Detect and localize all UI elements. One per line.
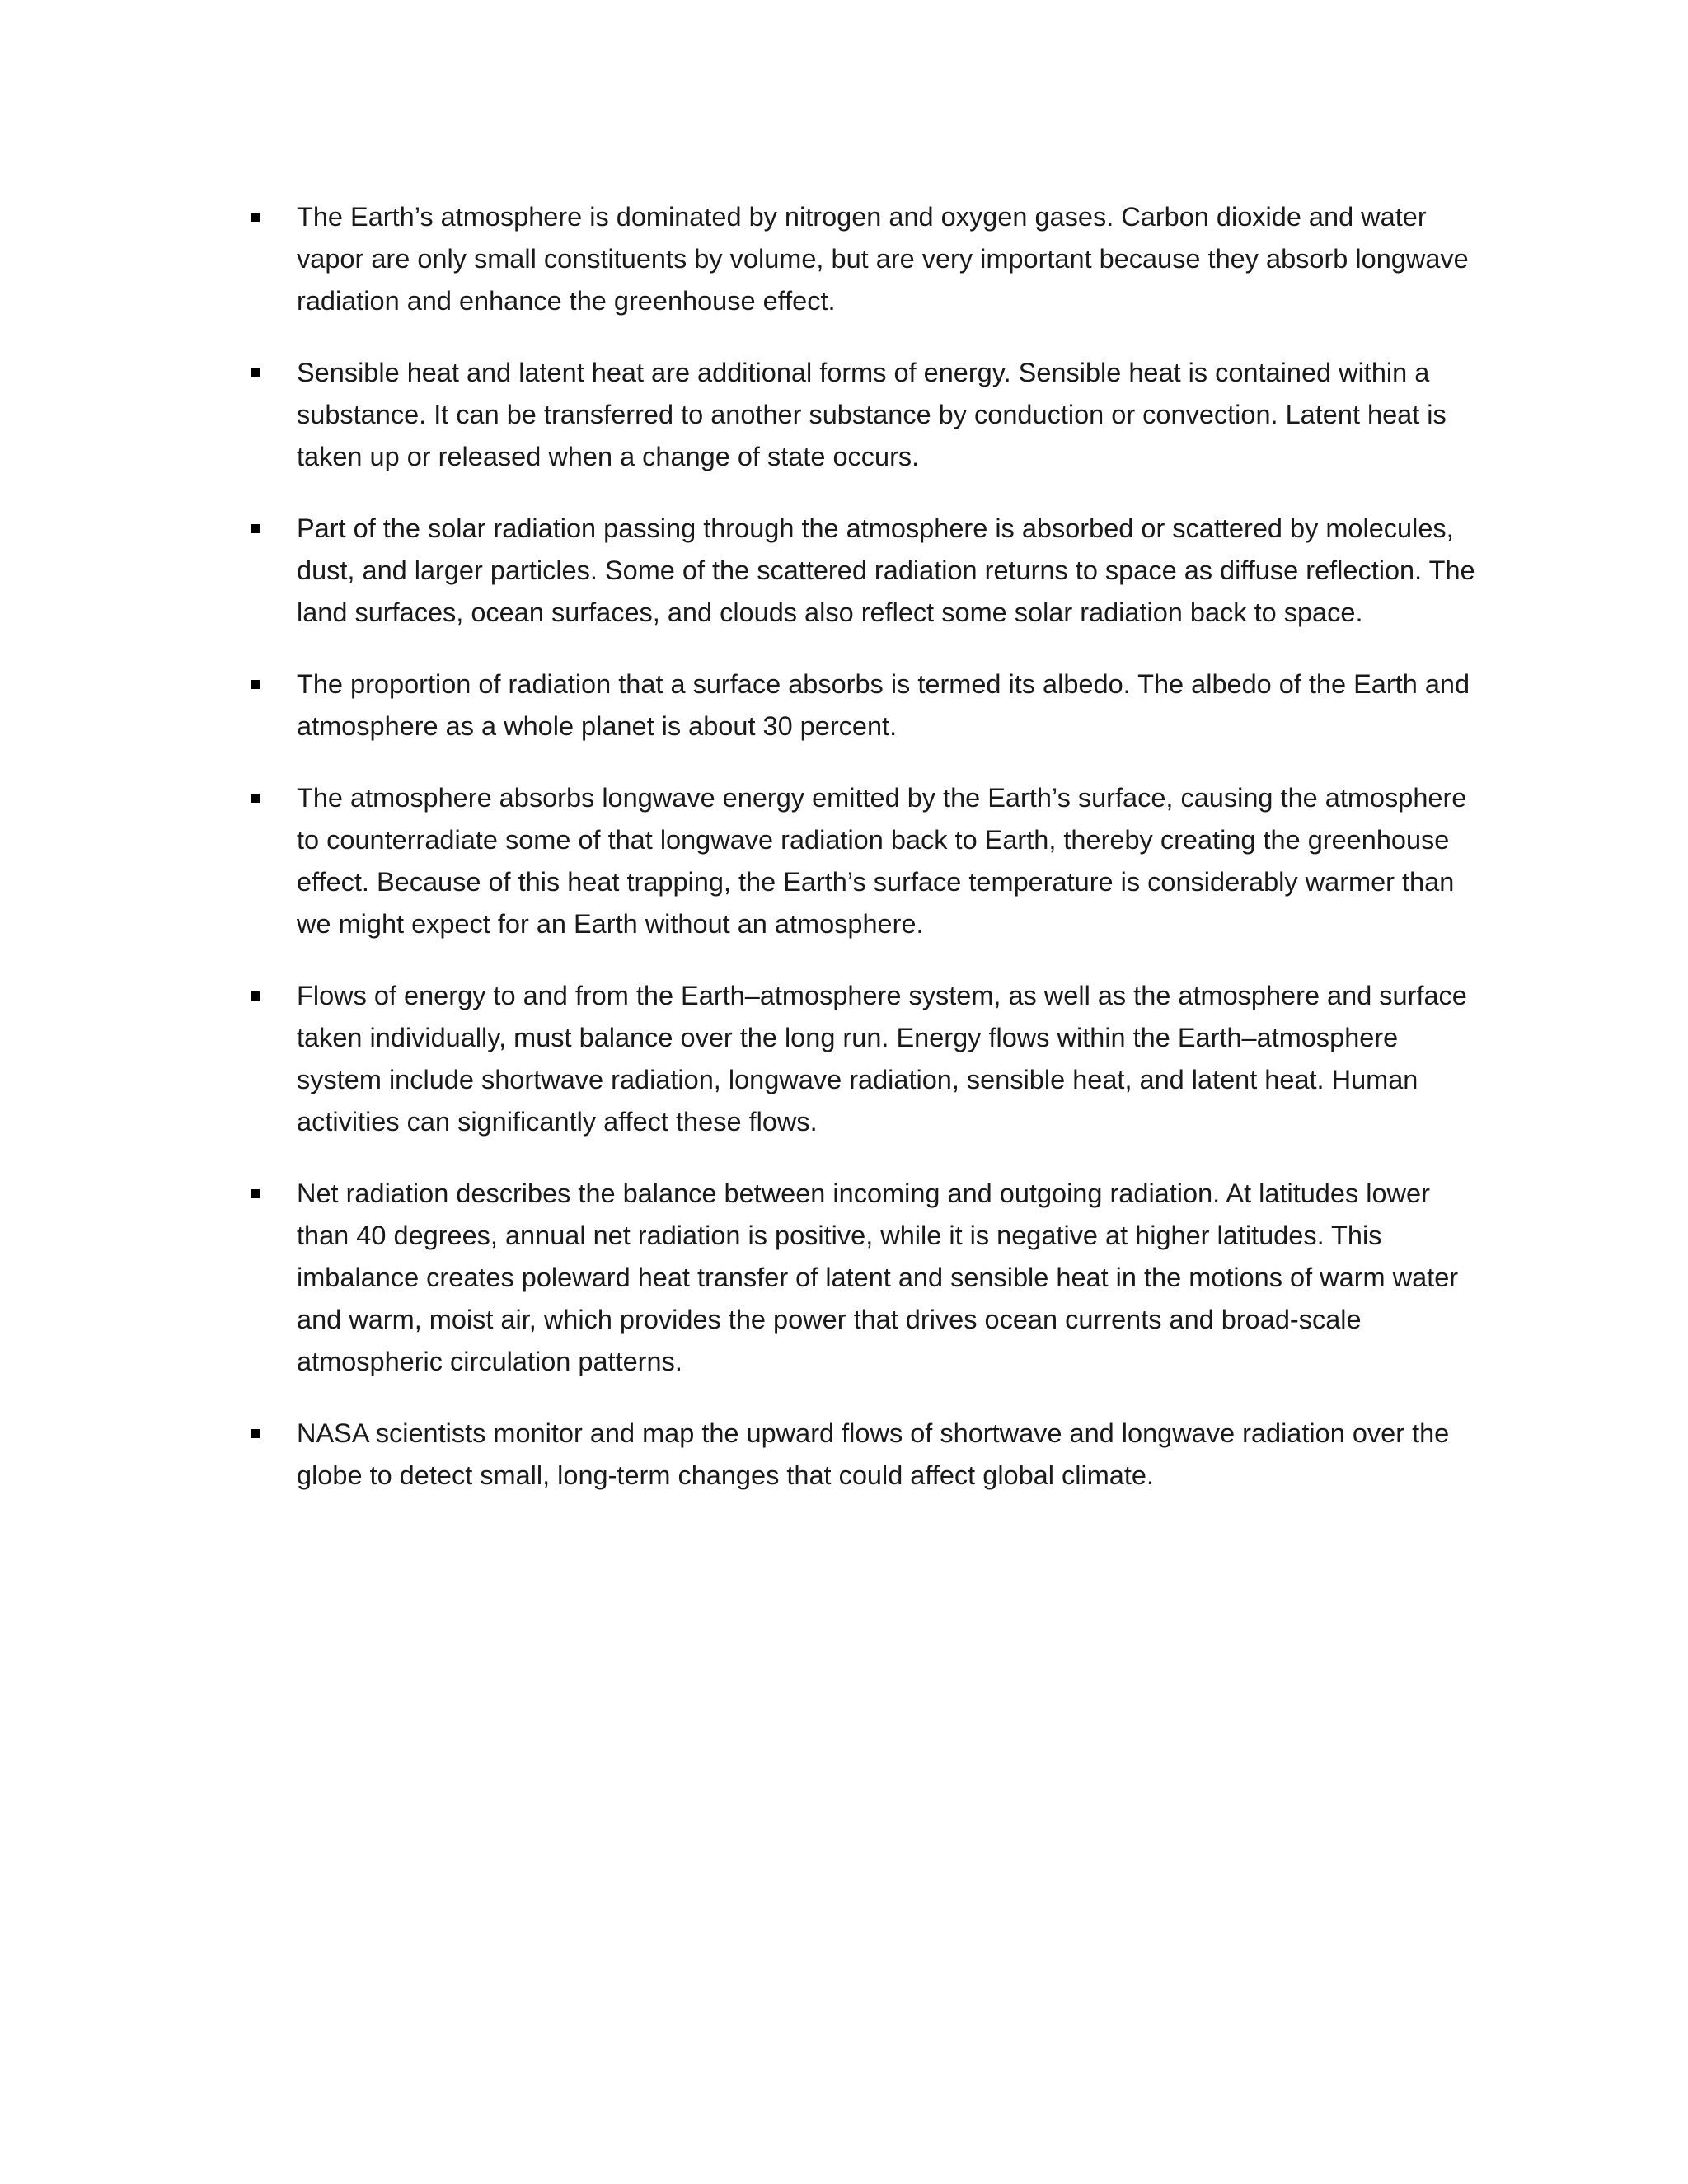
square-bullet-icon: [251, 1429, 260, 1438]
square-bullet-icon: [251, 794, 260, 803]
square-bullet-icon: [251, 368, 260, 377]
list-item: [244, 196, 1475, 322]
bullet-text: The atmosphere absorbs longwave energy emitted by the Earth’s surface, causing the atmosphere to counterradiate some of that longwave radiation back to Earth, thereby creating the greenhouse effect. Because of this heat trapping, the Earth’s surface temperature is considerably warmer than we might expect for an Earth without an atmosphere.: [297, 783, 1467, 939]
square-bullet-icon: [251, 991, 260, 1001]
bullet-text: The Earth’s atmosphere is dominated by nitrogen and oxygen gases. Carbon dioxide and water vapor are only small constituents by volume, but are very important because they absorb longwave radiation and enhance the greenhouse effect.: [297, 202, 1469, 316]
list-item: [244, 352, 1475, 478]
square-bullet-icon: [251, 1189, 260, 1198]
square-bullet-icon: [251, 524, 260, 533]
bullet-text: NASA scientists monitor and map the upward flows of shortwave and longwave radiation over the globe to detect small, long-term changes that could affect global climate.: [297, 1418, 1450, 1490]
list-item: [244, 777, 1475, 945]
bullet-text: Flows of energy to and from the Earth–atmosphere system, as well as the atmosphere and surface taken individually, must balance over the long run. Energy flows within the Earth–atmosphere system include shortwave radiation, longwave radiation, sensible heat, and latent heat. Human activities can significantly affect these flows.: [297, 981, 1467, 1137]
list-item: [244, 508, 1475, 634]
bullet-text: The proportion of radiation that a surface absorbs is termed its albedo. The albedo of the Earth and atmosphere as a whole planet is about 30 percent.: [297, 669, 1470, 741]
bullet-text: Sensible heat and latent heat are additional forms of energy. Sensible heat is contained within a substance. It can be transferred to another substance by conduction or convection. Latent heat is taken up or released when a change of state occurs.: [297, 358, 1447, 471]
list-item: [244, 1173, 1475, 1383]
square-bullet-icon: [251, 213, 260, 222]
list-item: [244, 1413, 1475, 1497]
square-bullet-icon: [251, 680, 260, 689]
list-item: [244, 975, 1475, 1143]
list-item: [244, 663, 1475, 748]
bullet-list: [244, 196, 1475, 1526]
bullet-text: Part of the solar radiation passing through the atmosphere is absorbed or scattered by molecules, dust, and larger particles. Some of the scattered radiation returns to space as diffuse reflection. The land surfaces, ocean surfaces, and clouds also reflect some solar radiation back to space.: [297, 513, 1475, 627]
bullet-text: Net radiation describes the balance between incoming and outgoing radiation. At latitudes lower than 40 degrees, annual net radiation is positive, while it is negative at higher latitudes. This imbalance creates poleward heat transfer of latent and sensible heat in the motions of warm water and warm, moist air, which provides the power that drives ocean currents and broad-scale atmospheric circulation patterns.: [297, 1179, 1459, 1376]
